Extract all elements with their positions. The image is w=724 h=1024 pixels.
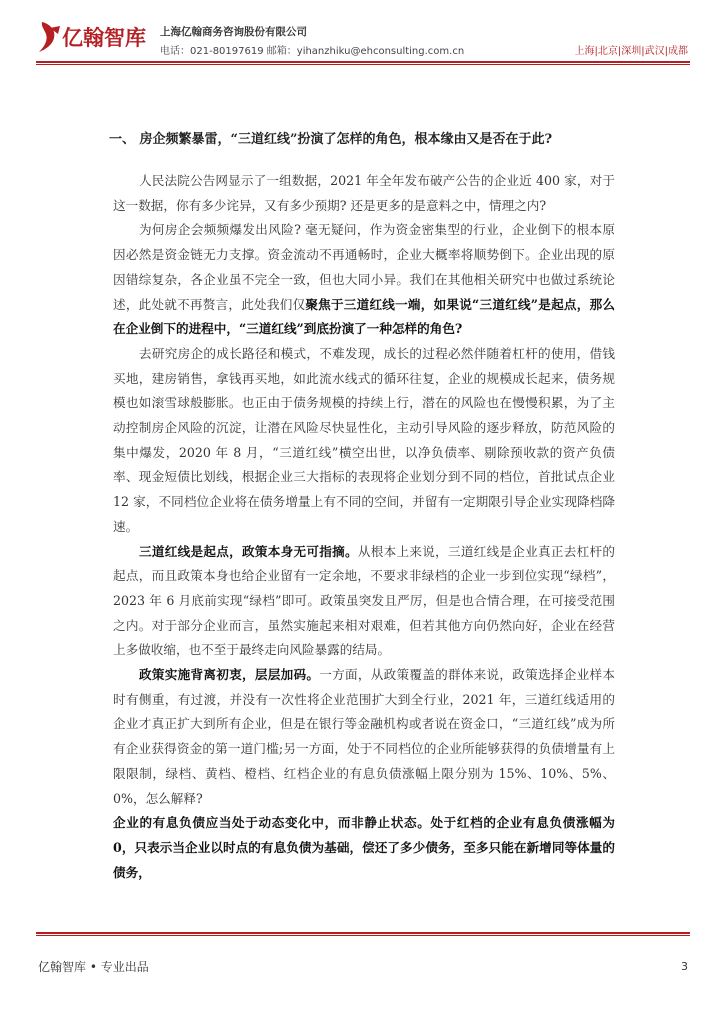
section-heading: 一、 房企频繁暴雷，“三道红线”扮演了怎样的角色，根本缘由又是否在于此? xyxy=(109,132,553,147)
paragraph-2-emphasis: 聚焦于三道红线一端，如果说“三道红线”是起点，那么在企业倒下的进程中，“三道红线”到底扮演了一种怎样的角色? xyxy=(113,296,615,337)
contact-info: 电话：021-80197619 邮箱：yihanzhiku@ehconsulting.com.cn xyxy=(160,46,465,57)
paragraph-5-lead: 政策实施背离初衷，层层加码。 xyxy=(139,667,320,683)
office-cities: 上海|北京|深圳|武汉|成都 xyxy=(574,46,688,57)
paragraph-5 xyxy=(113,663,615,811)
article-body xyxy=(109,128,616,885)
footer-divider xyxy=(36,932,690,934)
page-header xyxy=(0,0,724,72)
page-number: 3 xyxy=(681,960,688,973)
footer-divider-thin xyxy=(36,935,690,936)
footer-brand: 亿翰智库 • 专业出品 xyxy=(38,960,149,974)
paragraph-6: 企业的有息负债应当处于动态变化中，而非静止状态。处于红档的企业有息负债涨幅为 0，只表示当企业以时点的有息负债为基础，偿还了多少债务，至多只能在新增同等体量的债务， xyxy=(113,815,615,880)
paragraph-5-text: 一方面，从政策覆盖的群体来说，政策选择企业样本时有侧重，有过渡，并没有一次性将企业范围扩大到全行业，2021 年，三道红线适用的企业才真正扩大到所有企业，但是在银行等金融机构或者说在资金口，“三道红线”成为所有企业获得资金的第一道门槛;另一方面，处于不同档位的企业所能够获得的负债增量有上限限制，绿档、黄档、橙档、红档企业的有息负债涨幅上限分别为 15%、10%、5%、0%，怎么解释? xyxy=(113,667,616,806)
logo-text: 亿翰智库 xyxy=(62,26,146,50)
paragraph-4 xyxy=(113,540,615,664)
header-divider-thin xyxy=(36,64,690,65)
paragraph-2 xyxy=(113,218,615,342)
logo-icon xyxy=(36,20,62,54)
paragraph-2-text: 为何房企会频频爆发出风险? 毫无疑问，作为资金密集型的行业，企业倒下的根本原因必然是资金链无力支撑。资金流动不再通畅时，企业大概率将顺势倒下。企业出现的原因错综复杂，各企业虽不完全一致，但也大同小异。我们在其他相关研究中也做过系统论述，此处就不再赘言，此处我们仅 xyxy=(113,222,615,312)
paragraph-3: 去研究房企的成长路径和模式，不难发现，成长的过程必然伴随着杠杆的使用，借钱买地，建房销售，拿钱再买地，如此流水线式的循环往复，企业的规模成长起来，债务规模也如滚雪球般膨胀。也正由于债务规模的持续上行，潜在的风险也在慢慢积累，为了主动控制房企风险的沉淀，让潜在风险尽快显性化，主动引导风险的逐步释放，防范风险的集中爆发，2020 年 8 月，“三道红线”横空出世，以净负债率、剔除预收款的资产负债率、现金短债比划线，根据企业三大指标的表现将企业划分到不同的档位，首批试点企业 12 家，不同档位企业将在债务增量上有不同的空间，并留有一定期限引导企业实现降档降速。 xyxy=(113,345,615,534)
paragraph-4-text: 从根本上来说，三道红线是企业真正去杠杆的起点，而且政策本身也给企业留有一定余地，不要求非绿档的企业一步到位实现“绿档”，2023 年 6 月底前实现“绿档”即可。政策虽突发且严厉，但是也合情合理，在可接受范围之内。对于部分企业而言，虽然实施起来相对艰难，但若其他方向仍然向好，企业在经营上多做收缩，也不至于最终走向风险暴露的结局。 xyxy=(113,543,616,658)
paragraph-1: 人民法院公告网显示了一组数据，2021 年全年发布破产公告的企业近 400 家，对于这一数据，你有多少诧异，又有多少预期? 还是更多的是意料之中，情理之内? xyxy=(113,173,615,213)
company-name: 上海亿翰商务咨询股份有限公司 xyxy=(160,26,307,38)
header-divider xyxy=(36,61,690,63)
paragraph-4-lead: 三道红线是起点，政策本身无可指摘。 xyxy=(139,543,358,559)
